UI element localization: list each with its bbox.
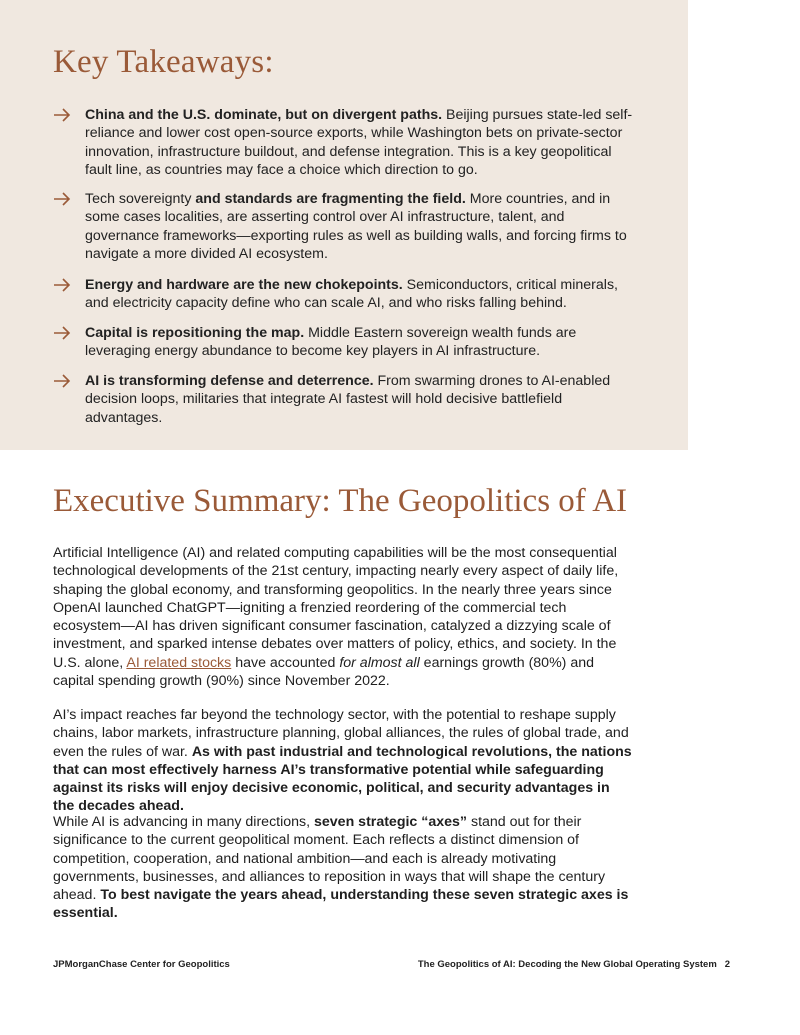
page-number: 2 [724, 959, 730, 970]
takeaway-text: From swarming drones to AI-enabled decision loops, militaries that integrate AI fastest will hold decisive battlefield advantages. [85, 373, 611, 426]
arrow-right-icon [53, 277, 71, 293]
paragraph-bold: As with past industrial and technological revolutions, the nations that can most effectively harness AI’s transformative potential while safeguarding against its risks will enjoy decisive economic, political, and security advantages in the decades ahead. [53, 743, 632, 815]
paragraph-italic: for almost all [339, 654, 420, 671]
takeaway-bold: and standards are fragmenting the field. [195, 191, 466, 207]
summary-paragraph-3 [53, 813, 633, 923]
summary-paragraph-1 [53, 544, 633, 690]
footer-title-text: The Geopolitics of AI: Decoding the New Global Operating System [417, 959, 717, 970]
paragraph-text: have accounted [231, 654, 340, 671]
takeaway-item [53, 190, 633, 264]
arrow-right-icon [53, 107, 71, 123]
takeaway-bold: Energy and hardware are the new chokepoints. [85, 277, 403, 293]
arrow-right-icon [53, 191, 71, 207]
takeaway-bold: China and the U.S. dominate, but on divergent paths. [85, 107, 443, 123]
paragraph-bold: To best navigate the years ahead, understanding these seven strategic axes is essential. [53, 887, 629, 922]
ai-related-stocks-link[interactable]: AI related stocks [126, 654, 232, 671]
takeaway-item [53, 372, 633, 427]
takeaway-item [53, 106, 633, 180]
takeaway-text: Semiconductors, critical minerals, and electricity capacity define who can scale AI, and who risks falling behind. [85, 277, 618, 312]
footer-doc-title [418, 959, 730, 970]
takeaway-pre: Tech sovereignty [85, 191, 196, 207]
paragraph-text: AI’s impact reaches far beyond the technology sector, with the potential to reshape supply chains, labor markets, infrastructure planning, global alliances, the rules of global trade, and even the rules of war. [53, 707, 629, 760]
paragraph-text: Artificial Intelligence (AI) and related computing capabilities will be the most consequential technological developments of the 21st century, impacting nearly every aspect of daily life, shaping the global economy, and transforming geopolitics. In the nearly three years since OpenAI launched ChatGPT—igniting a frenzied reordering of the commercial tech ecosystem—AI has driven significant consumer fascination, catalyzed a dizzying scale of investment, and sparked intense debates over matters of policy, ethics, and society. In the U.S. alone, [53, 545, 619, 671]
footer-org: JPMorganChase Center for Geopolitics [53, 959, 230, 970]
paragraph-text: stand out for their significance to the current geopolitical moment. Each reflects a distinct dimension of competition, cooperation, and national ambition—and each is already motivating governments, businesses, and alliances to reposition in ways that will shape the century ahead. [53, 814, 606, 904]
paragraph-text: earnings growth (80%) and capital spending growth (90%) since November 2022. [53, 654, 595, 690]
takeaway-text: Middle Eastern sovereign wealth funds are leveraging energy abundance to become key players in AI infrastructure. [85, 325, 577, 360]
takeaway-item [53, 276, 633, 313]
takeaway-bold: AI is transforming defense and deterrence. [85, 373, 374, 389]
takeaway-text: More countries, and in some cases localities, are asserting control over AI infrastructure, talent, and governance frameworks—exporting rules as well as building walls, and forcing firms to navigate a more divided AI ecosystem. [85, 191, 627, 263]
paragraph-text: While AI is advancing in many directions, [53, 814, 315, 830]
executive-summary-title: Executive Summary: The Geopolitics of AI [53, 483, 628, 519]
key-takeaways-panel [0, 0, 688, 450]
summary-paragraph-2 [53, 706, 633, 816]
key-takeaways-title: Key Takeaways: [53, 44, 274, 80]
arrow-right-icon [53, 373, 71, 389]
arrow-right-icon [53, 325, 71, 341]
takeaway-item [53, 324, 633, 361]
takeaway-bold: Capital is repositioning the map. [85, 325, 305, 341]
takeaway-text: Beijing pursues state-led self-reliance and lower cost open-source exports, while Washington bets on private-sector innovation, infrastructure buildout, and defense integration. This is a key geopolitical fault line, as countries may face a choice which direction to go. [85, 107, 633, 179]
paragraph-bold: seven strategic “axes” [314, 814, 468, 830]
